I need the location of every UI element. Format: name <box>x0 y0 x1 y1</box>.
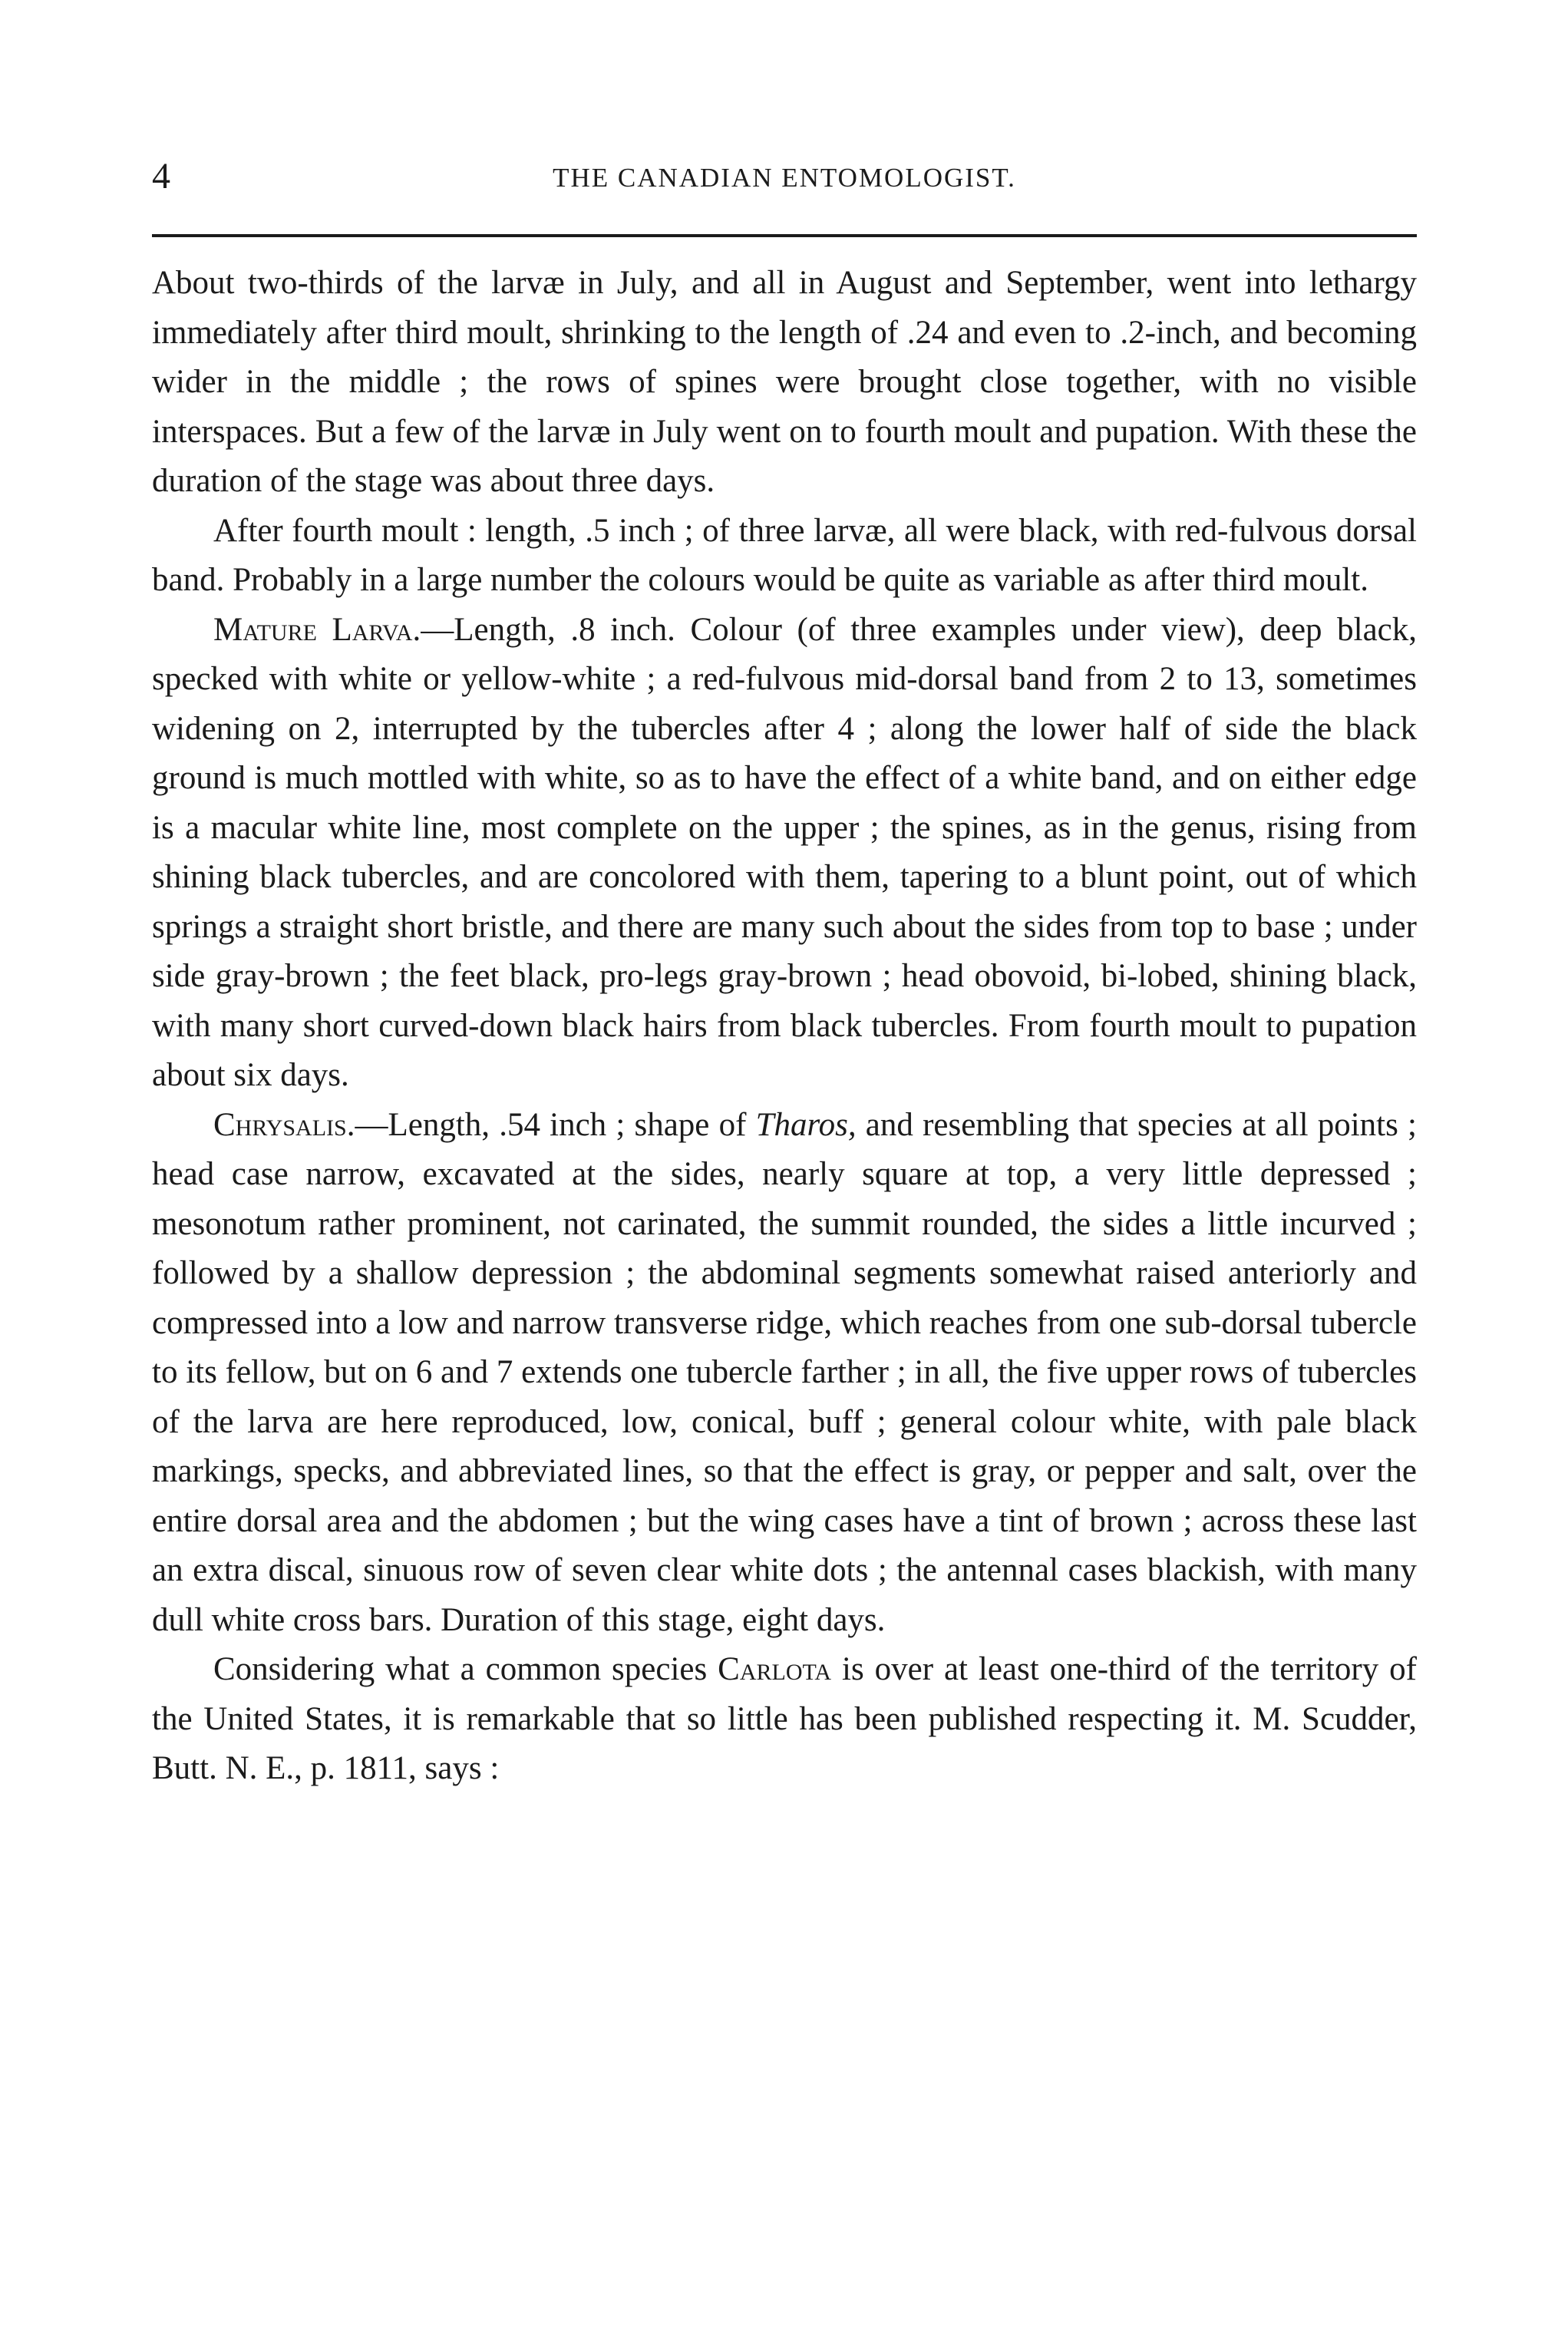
paragraph-text: —Length, .8 inch. Colour (of three examples under view), deep black, specked with white or yellow-white ; a red-fulvous mid-dorsal band from 2 to 13, sometimes widening on 2, interrupted by the tubercles after 4 ; along the lower half of side the black ground is much mottled with white, so as to have the effect of a white band, and on either edge is a macular white line, most complete on the upper ; the spines, as in the genus, rising from shining black tubercles, and are concolored with them, tapering to a blunt point, out of which springs a straight short bristle, and there are many such about the sides from top to base ; under side gray-brown ; the feet black, pro-legs gray-brown ; head obovoid, bi-lobed, shining black, with many short curved-down black hairs from black tubercles. From fourth moult to pupation about six days. <box>152 611 1417 1093</box>
paragraph-text: Considering what a common species <box>213 1651 718 1687</box>
article-body <box>152 259 1417 1794</box>
paragraph-chrysalis <box>152 1101 1417 1646</box>
page-number: 4 <box>152 156 170 197</box>
paragraph-fourth-moult <box>152 507 1417 606</box>
journal-title: THE CANADIAN ENTOMOLOGIST. <box>553 163 1016 193</box>
paragraph-lethargy <box>152 259 1417 507</box>
paragraph-text: —Length, .54 inch ; shape of <box>355 1106 756 1143</box>
header-rule <box>152 234 1417 237</box>
section-lead-mature-larva: Mature Larva. <box>213 611 421 648</box>
section-lead-chrysalis: Chrysalis. <box>213 1106 355 1143</box>
paragraph-text: is over at least one-third of the territory of the United States, it is remarkable that so little has been published respecting it. M. Scudder, Butt. N. E., p. 1811, says : <box>152 1651 1417 1786</box>
paragraph-mature-larva <box>152 606 1417 1101</box>
species-name-italic: Tharos, <box>755 1106 857 1143</box>
running-head <box>152 154 1417 200</box>
paragraph-text: and resembling that species at all points ; head case narrow, excavated at the sides, nearly square at top, a very little depressed ; mesonotum rather prominent, not carinated, the summit rounded, the sides a little incurved ; followed by a shallow depression ; the abdominal segments somewhat raised anteriorly and compressed into a low and narrow transverse ridge, which reaches from one sub-dorsal tubercle to its fellow, but on 6 and 7 extends one tubercle farther ; in all, the five upper rows of tubercles of the larva are here reproduced, low, conical, buff ; general colour white, with pale black markings, specks, and abbreviated lines, so that the effect is gray, or pepper and salt, over the entire dorsal area and the abdomen ; but the wing cases have a tint of brown ; across these last an extra discal, sinuous row of seven clear white dots ; the antennal cases blackish, with many dull white cross bars. Duration of this stage, eight days. <box>152 1106 1417 1638</box>
paragraph-carlota <box>152 1645 1417 1794</box>
paragraph-text: After fourth moult : length, .5 inch ; of three larvæ, all were black, with red-fulvous dorsal band. Probably in a large number the colours would be quite as variable as after third moult. <box>152 512 1417 598</box>
paragraph-text: About two-thirds of the larvæ in July, and all in August and September, went into lethargy immediately after third moult, shrinking to the length of .24 and even to .2-inch, and becoming wider in the middle ; the rows of spines were brought close together, with no visible interspaces. But a few of the larvæ in July went on to fourth moult and pupation. With these the duration of the stage was about three days. <box>152 265 1417 499</box>
species-name-smallcaps: Carlota <box>718 1651 832 1687</box>
